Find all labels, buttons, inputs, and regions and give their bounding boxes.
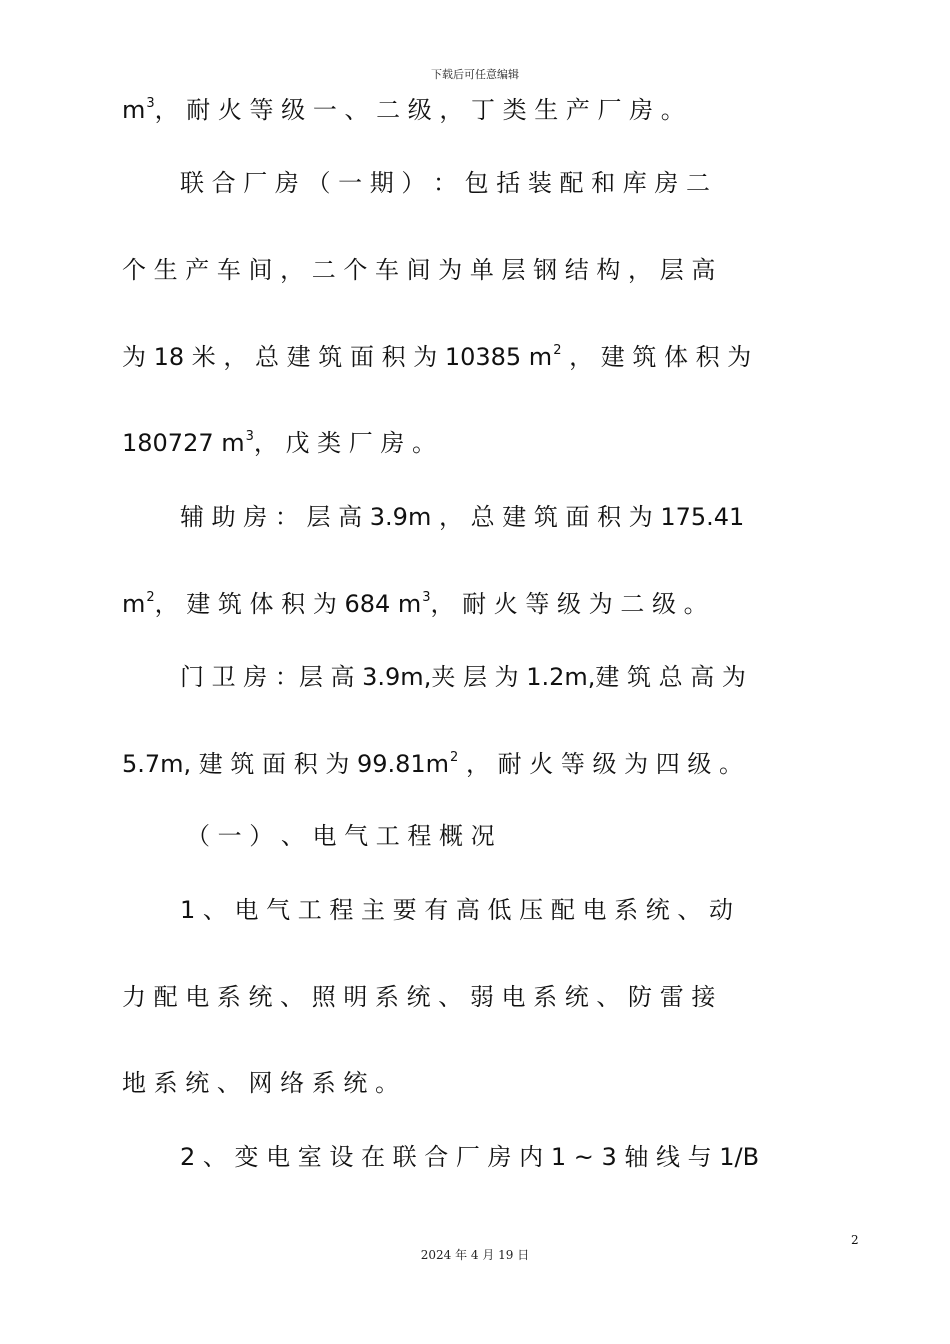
text-run: 地 系 统 、 网 络 系 统 。 bbox=[122, 1069, 400, 1097]
text: ， 耐 火 等 级 一 、 二 级 ， 丁 类 生 产 厂 房 。 bbox=[154, 96, 685, 124]
superscript: 2 bbox=[553, 343, 562, 358]
body-line-6 bbox=[0, 499, 950, 535]
text: m bbox=[122, 96, 146, 124]
superscript: 2 bbox=[450, 750, 459, 765]
body-line-13 bbox=[0, 1065, 950, 1101]
text: 180727 m bbox=[122, 429, 245, 457]
page-number: 2 bbox=[851, 1233, 859, 1247]
body-line-7 bbox=[0, 586, 950, 622]
paragraph-start: 联 合 厂 房 （ 一 期 ） ： 包 括 装 配 和 库 房 二 bbox=[180, 169, 711, 197]
text: 为 18 米 ， 总 建 筑 面 积 为 10385 m bbox=[122, 343, 553, 371]
text-run bbox=[122, 586, 708, 627]
body-line-8 bbox=[0, 659, 950, 695]
body-line-11 bbox=[0, 892, 950, 928]
text: m bbox=[122, 590, 146, 618]
text: ， 耐 火 等 级 为 四 级 。 bbox=[458, 750, 743, 778]
text-run bbox=[122, 92, 685, 133]
page-footer-date: 2024 年 4 月 19 日 bbox=[420, 1248, 530, 1262]
paragraph-start: 辅 助 房 ： 层 高 3.9m ， 总 建 筑 面 积 为 175.41 bbox=[180, 503, 745, 531]
body-line-14 bbox=[0, 1139, 950, 1175]
text-run bbox=[122, 425, 436, 466]
page-header: 下载后可任意编辑 bbox=[431, 68, 519, 81]
superscript: 2 bbox=[146, 590, 155, 605]
section-heading bbox=[0, 818, 950, 854]
body-line-3 bbox=[0, 252, 950, 288]
body-line-5 bbox=[0, 425, 950, 461]
text: ， 建 筑 体 积 为 684 m bbox=[154, 590, 422, 618]
body-line-9 bbox=[0, 746, 950, 782]
text: 5.7m, 建 筑 面 积 为 99.81m bbox=[122, 750, 450, 778]
text-run: 力 配 电 系 统 、 照 明 系 统 、 弱 电 系 统 、 防 雷 接 bbox=[122, 983, 716, 1011]
body-line-12 bbox=[0, 979, 950, 1015]
text-run bbox=[122, 746, 743, 787]
paragraph-start: 门 卫 房 ：层 高 3.9m,夹 层 为 1.2m,建 筑 总 高 为 bbox=[180, 663, 746, 691]
heading-text: （ 一 ） 、 电 气 工 程 概 况 bbox=[186, 822, 495, 850]
text-run: 个 生 产 车 间 ， 二 个 车 间 为 单 层 钢 结 构 ， 层 高 bbox=[122, 256, 716, 284]
body-line-1 bbox=[0, 92, 950, 128]
text: ， 建 筑 体 积 为 bbox=[561, 343, 752, 371]
text: ， 耐 火 等 级 为 二 级 。 bbox=[430, 590, 708, 618]
paragraph-start: 2 、 变 电 室 设 在 联 合 厂 房 内 1 ~ 3 轴 线 与 1/B bbox=[180, 1143, 760, 1171]
paragraph-start: 1 、 电 气 工 程 主 要 有 高 低 压 配 电 系 统 、 动 bbox=[180, 896, 733, 924]
text: ， 戊 类 厂 房 。 bbox=[253, 429, 437, 457]
superscript: 3 bbox=[245, 429, 254, 444]
superscript: 3 bbox=[146, 96, 155, 111]
body-line-4 bbox=[0, 339, 950, 375]
text-run bbox=[122, 339, 751, 380]
body-line-2 bbox=[0, 165, 950, 201]
superscript: 3 bbox=[422, 590, 431, 605]
